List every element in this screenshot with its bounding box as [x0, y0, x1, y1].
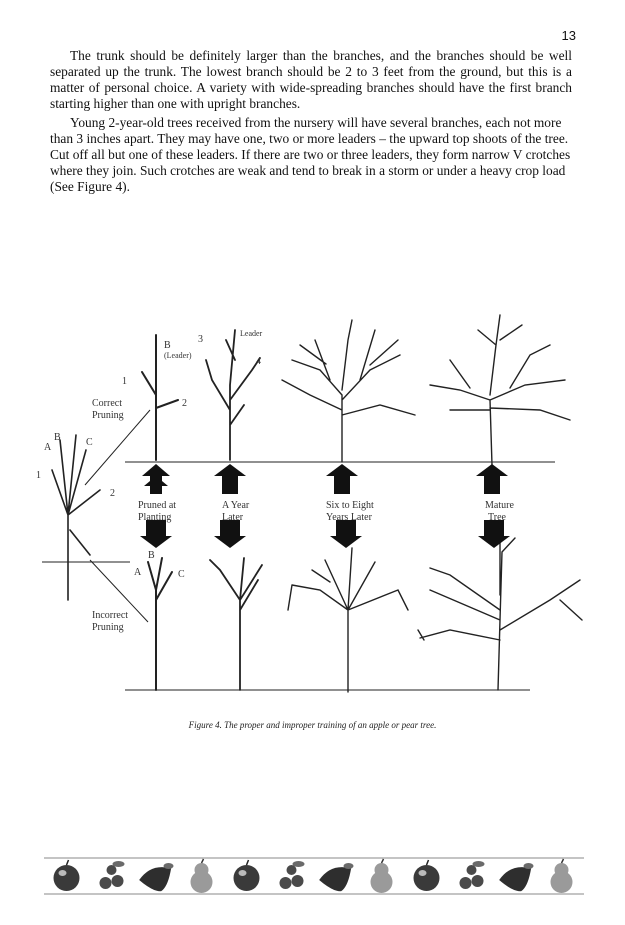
label-incorrect-1: Incorrect	[92, 610, 129, 621]
paragraph-trunk-branches: The trunk should be definitely larger than the branches, and the branches should be well separated up the trunk. The lowest branch should be 2 to 3 feet from the ground, but this is a matter of personal choice. A variety with wide-spreading branches should have the first branch starting higher than one with upright branches.	[50, 48, 572, 111]
stage-arrows	[140, 464, 510, 548]
label-stage-4b: Tree	[488, 512, 506, 523]
pear-icon	[371, 859, 393, 893]
mark-b-bottom: B	[148, 550, 155, 561]
label-stage-3b: Years Later	[326, 512, 372, 523]
label-stage-1b: Planting	[138, 512, 172, 523]
tree-correct-mature	[430, 315, 570, 465]
label-stage-2a: A Year	[222, 500, 250, 511]
cherries-icon	[100, 861, 125, 889]
mark-b-planting: B	[164, 340, 171, 351]
tree-incorrect-one-year	[210, 558, 262, 690]
figure-caption: Figure 4. The proper and improper training of an apple or pear tree.	[188, 720, 437, 730]
label-stage-2b: Later	[222, 512, 244, 523]
tree-incorrect-six-years	[288, 548, 408, 692]
tree-correct-six-years	[282, 320, 415, 462]
cherries-icon	[460, 861, 485, 889]
strawberry-icon	[137, 863, 177, 896]
pruning-figure	[30, 300, 590, 710]
pear-icon	[551, 859, 573, 893]
tree-incorrect-mature	[418, 538, 582, 690]
mark-4-year: 4	[256, 356, 261, 367]
fruit-banner	[44, 856, 584, 896]
tree-incorrect-planting	[148, 558, 172, 690]
apple-icon	[54, 860, 80, 891]
apple-icon	[234, 860, 260, 891]
tree-correct-one-year	[206, 330, 260, 460]
apple-icon	[414, 860, 440, 891]
label-correct-2: Pruning	[92, 410, 124, 421]
label-correct-1: Correct	[92, 398, 122, 409]
mark-1-planting: 1	[122, 376, 127, 387]
mark-c-bottom: C	[178, 569, 185, 580]
mark-3-year: 3	[198, 334, 203, 345]
mark-b-top: B	[54, 432, 61, 443]
label-stage-3a: Six to Eight	[326, 500, 374, 511]
pear-icon	[191, 859, 213, 893]
label-stage-1a: Pruned at	[138, 500, 177, 511]
cherries-icon	[280, 861, 305, 889]
strawberry-icon	[317, 863, 357, 896]
ground-lines	[42, 462, 555, 690]
label-incorrect-2: Pruning	[92, 622, 124, 633]
mark-c-top: C	[86, 437, 93, 448]
mark-2-planting: 2	[182, 398, 187, 409]
young-tree-detail	[52, 435, 100, 600]
mark-a-top: A	[44, 442, 52, 453]
body-text	[50, 48, 572, 198]
mark-a-bottom: A	[134, 567, 142, 578]
mark-1-left: 1	[36, 470, 41, 481]
label-leader-paren: (Leader)	[164, 351, 192, 360]
mark-2-left: 2	[110, 488, 115, 499]
paragraph-young-trees: Young 2-year-old trees received from the nursery will have several branches, each not more than 3 inches apart. They may have one, two or more leaders – the upward top shoots of the tree. Cut off all but one of these leaders. If there are two or three leaders, they form narrow V crotches where they join. Such crotches are weak and tend to break in a storm or under a heavy crop load (See Figure 4).	[50, 115, 571, 194]
label-leader: Leader	[240, 329, 263, 338]
strawberry-icon	[497, 863, 537, 896]
label-stage-4a: Mature	[485, 500, 514, 511]
page-number: 13	[561, 28, 576, 43]
